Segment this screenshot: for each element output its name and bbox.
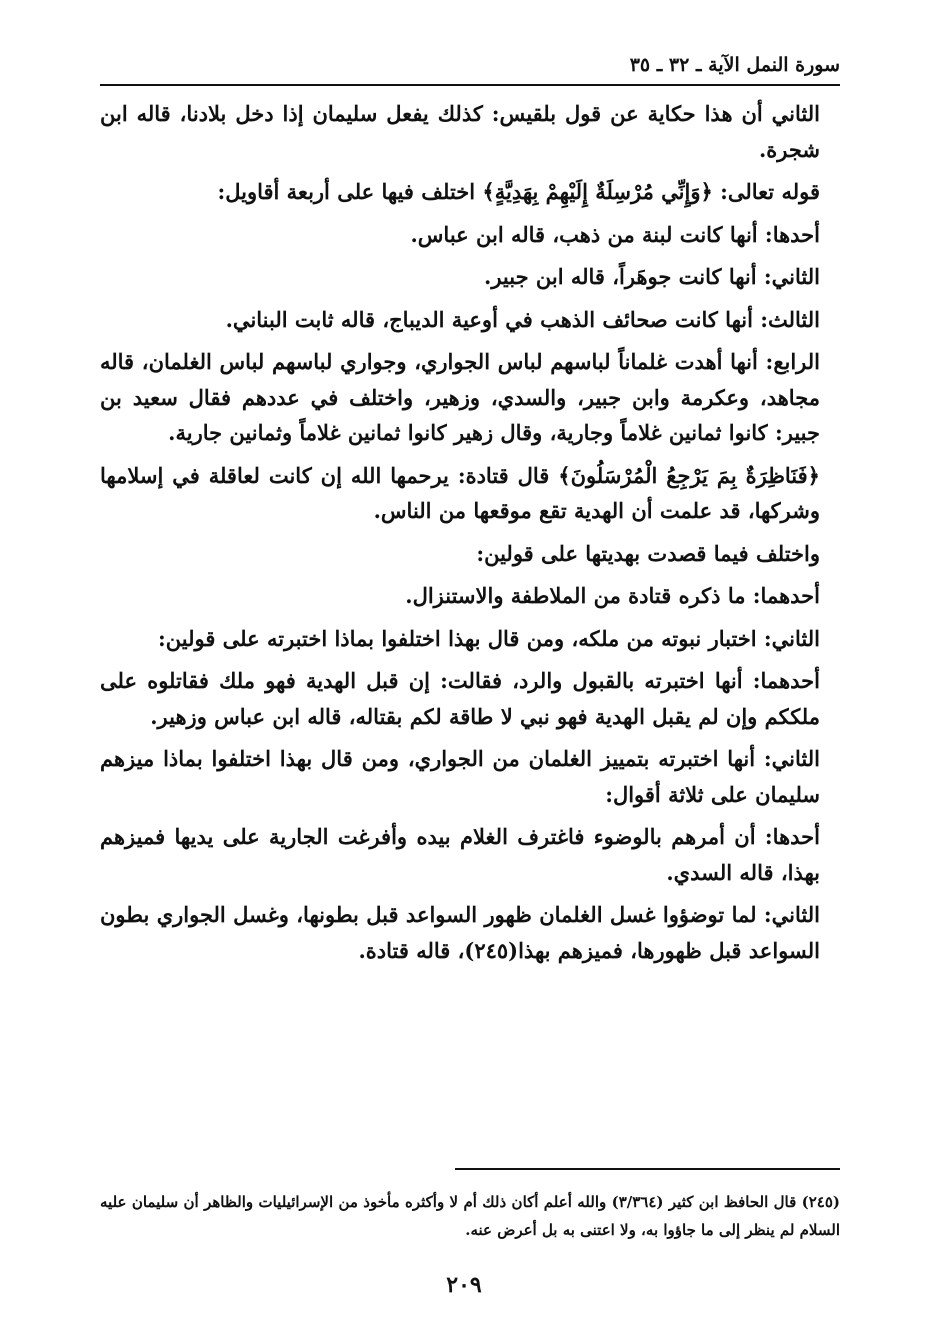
page-number: ٢٠٩ — [446, 1272, 482, 1298]
paragraph: الثاني: أنها اختبرته بتمييز الغلمان من الجواري، ومن قال بهذا اختلفوا بماذا ميزهم سليمان على ثلاثة أقوال: — [100, 746, 820, 807]
paragraph: واختلف فيما قصدت بهديتها على قولين: — [476, 540, 820, 566]
footnote-divider — [455, 1168, 840, 1170]
paragraph: الثاني أن هذا حكاية عن قول بلقيس: كذلك يفعل سليمان إذا دخل بلادنا، قاله ابن شجرة. — [100, 101, 820, 162]
running-header — [100, 50, 840, 86]
surah-title: سورة النمل الآية ـ ٣٢ ـ ٣٥ — [629, 54, 840, 76]
paragraph: الثالث: أنها كانت صحائف الذهب في أوعية الديباج، قاله ثابت البناني. — [225, 306, 820, 332]
footnote — [100, 1188, 840, 1244]
paragraph: ﴿فَنَاظِرَةٌ بِمَ يَرْجِعُ الْمُرْسَلُونَ﴾ قال قتادة: يرحمها الله إن كانت لعاقلة في إسلامها وشركها، قد علمت أن الهدية تقع موقعها من الناس. — [100, 462, 820, 523]
paragraph: أحدهما: ما ذكره قتادة من الملاطفة والاستنزال. — [405, 583, 820, 608]
paragraph: أحدهما: أنها اختبرته بالقبول والرد، فقالت: إن قبل الهدية فهو ملك فقاتلوه على ملككم وإن لم يقبل الهدية فهو نبي لا طاقة لكم بقتاله، قاله ابن عباس وزهير. — [100, 668, 820, 729]
paragraph: الثاني: اختبار نبوته من ملكه، ومن قال بهذا اختلفوا بماذا اختبرته على قولين: — [158, 625, 820, 651]
footnote-text: (٢٤٥) قال الحافظ ابن كثير (٣/٣٦٤) والله أعلم أكان ذلك أم لا وأكثره مأخوذ من الإسرائيليات والظاهر أن سليمان عليه السلام لم ينظر إلى ما جاؤوا به، ولا اعتنى به بل أعرض عنه. — [100, 1193, 840, 1239]
paragraph: أحدها: أنها كانت لبنة من ذهب، قاله ابن عباس. — [410, 221, 820, 247]
paragraph: الثاني: أنها كانت جوهَراً، قاله ابن جبير. — [484, 264, 820, 289]
paragraph: الرابع: أنها أهدت غلماناً لباسهم لباس الجواري، وجواري لباسهم لباس الغلمان، قاله مجاهد، وعكرمة وابن جبير، والسدي، وزهير، واختلف في عددهم فقال سعيد بن جبير: كانوا ثمانين غلاماً وجارية، وقال زهير كانوا ثمانين غلاماً وثمانين جارية. — [100, 349, 820, 445]
paragraph: أحدها: أن أمرهم بالوضوء فاغترف الغلام بيده وأفرغت الجارية على يديها فميزهم بهذا، قاله السدي. — [100, 824, 820, 885]
main-text — [100, 96, 840, 975]
paragraph: قوله تعالى: ﴿وَإِنِّي مُرْسِلَةٌ إِلَيْهِمْ بِهَدِيَّةٍ﴾ اختلف فيها على أربعة أقاويل: — [217, 179, 820, 204]
paragraph: الثاني: لما توضؤوا غسل الغلمان ظهور السواعد قبل بطونها، وغسل الجواري بطون السواعد قبل ظهورها، فميزهم بهذا(٢٤٥)، قاله قتادة. — [100, 902, 820, 963]
